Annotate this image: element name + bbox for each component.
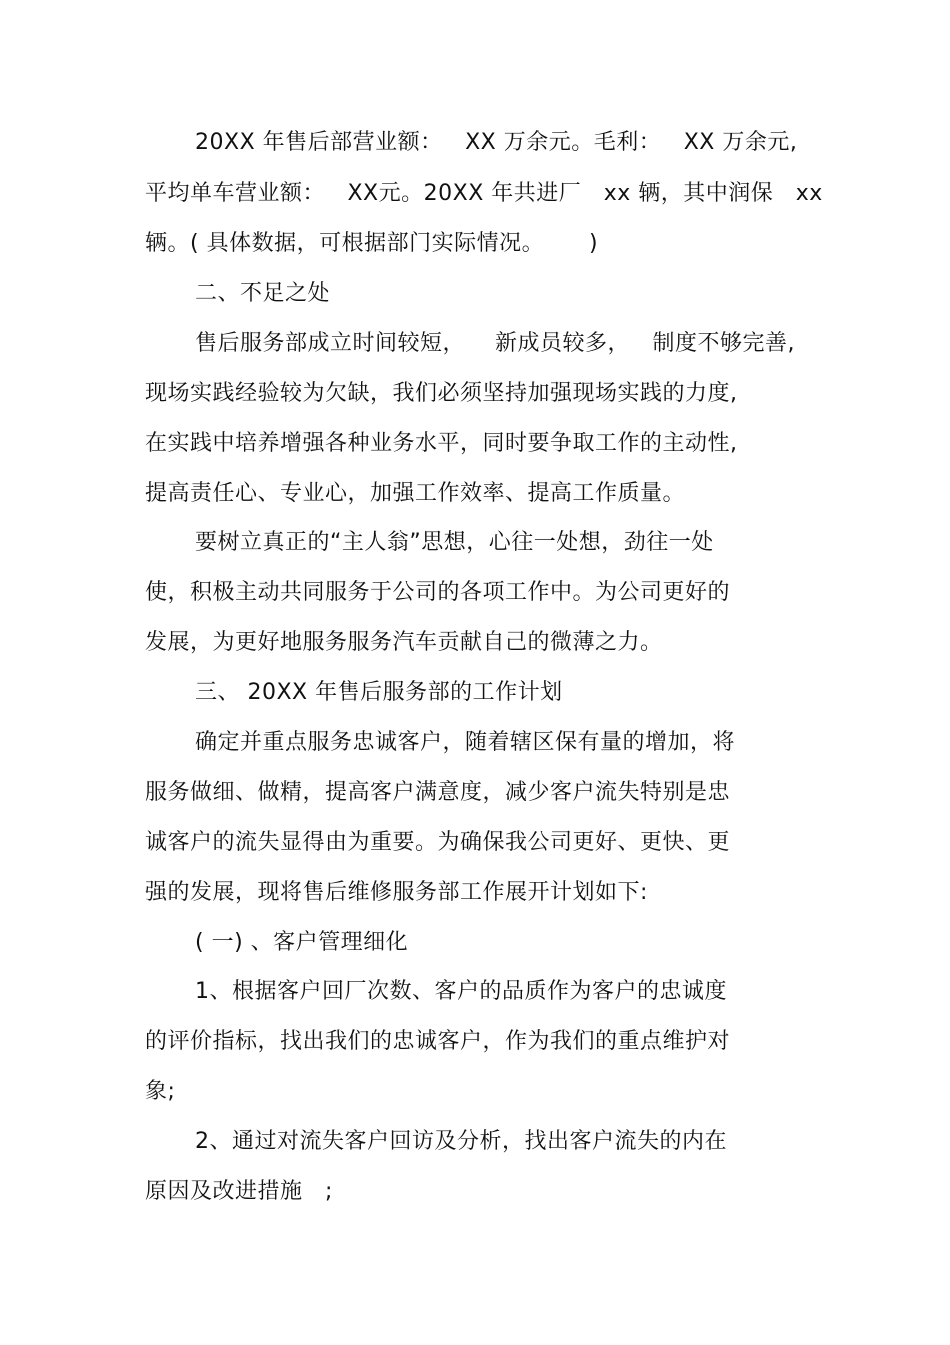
list-item-2-line-1: 2、通过对流失客户回访及分析，找出客户流失的内在 [195,1129,727,1154]
section-heading-work-plan: 三、 20XX 年售后服务部的工作计划 [195,680,563,705]
section-heading-shortcomings: 二、不足之处 [195,281,331,306]
list-item-2-line-2: 原因及改进措施 ; [145,1179,333,1204]
list-item-1-line-1: 1、根据客户回厂次数、客户的品质作为客户的忠诚度 [195,979,727,1004]
paragraph-ownership-line-2: 使，积极主动共同服务于公司的各项工作中。为公司更好的 [145,580,731,605]
paragraph-shortcomings-line-3: 在实践中培养增强各种业务水平，同时要争取工作的主动性, [145,431,738,456]
paragraph-shortcomings-line-4: 提高责任心、专业心，加强工作效率、提高工作质量。 [145,481,686,506]
paragraph-work-plan-line-4: 强的发展，现将售后维修服务部工作展开计划如下: [145,880,648,905]
list-item-1-line-2: 的评价指标，找出我们的忠诚客户，作为我们的重点维护对 [145,1029,731,1054]
paragraph-work-plan-line-3: 诚客户的流失显得由为重要。为确保我公司更好、更快、更 [145,830,731,855]
list-item-1-line-3: 象; [145,1079,176,1104]
paragraph-shortcomings-line-2: 现场实践经验较为欠缺，我们必须坚持加强现场实践的力度, [145,381,738,406]
paragraph-revenue-line-1: 20XX 年售后部营业额： XX 万余元。毛利： XX 万余元, [195,130,798,155]
subsection-heading-customer-management: ( 一) 、客户管理细化 [195,930,409,955]
paragraph-shortcomings-line-1: 售后服务部成立时间较短， 新成员较多， 制度不够完善, [195,331,795,356]
paragraph-revenue-line-2: 平均单车营业额： XX元。20XX 年共进厂 xx 辆，其中润保 xx [145,181,823,206]
paragraph-ownership-line-1: 要树立真正的“主人翁”思想，心往一处想，劲往一处 [195,530,714,555]
paragraph-work-plan-line-1: 确定并重点服务忠诚客户，随着辖区保有量的增加，将 [195,730,736,755]
paragraph-revenue-line-3: 辆。( 具体数据，可根据部门实际情况。 ) [145,231,599,256]
paragraph-ownership-line-3: 发展，为更好地服务服务汽车贡献自己的微薄之力。 [145,630,663,655]
paragraph-work-plan-line-2: 服务做细、做精，提高客户满意度，减少客户流失特别是忠 [145,780,731,805]
